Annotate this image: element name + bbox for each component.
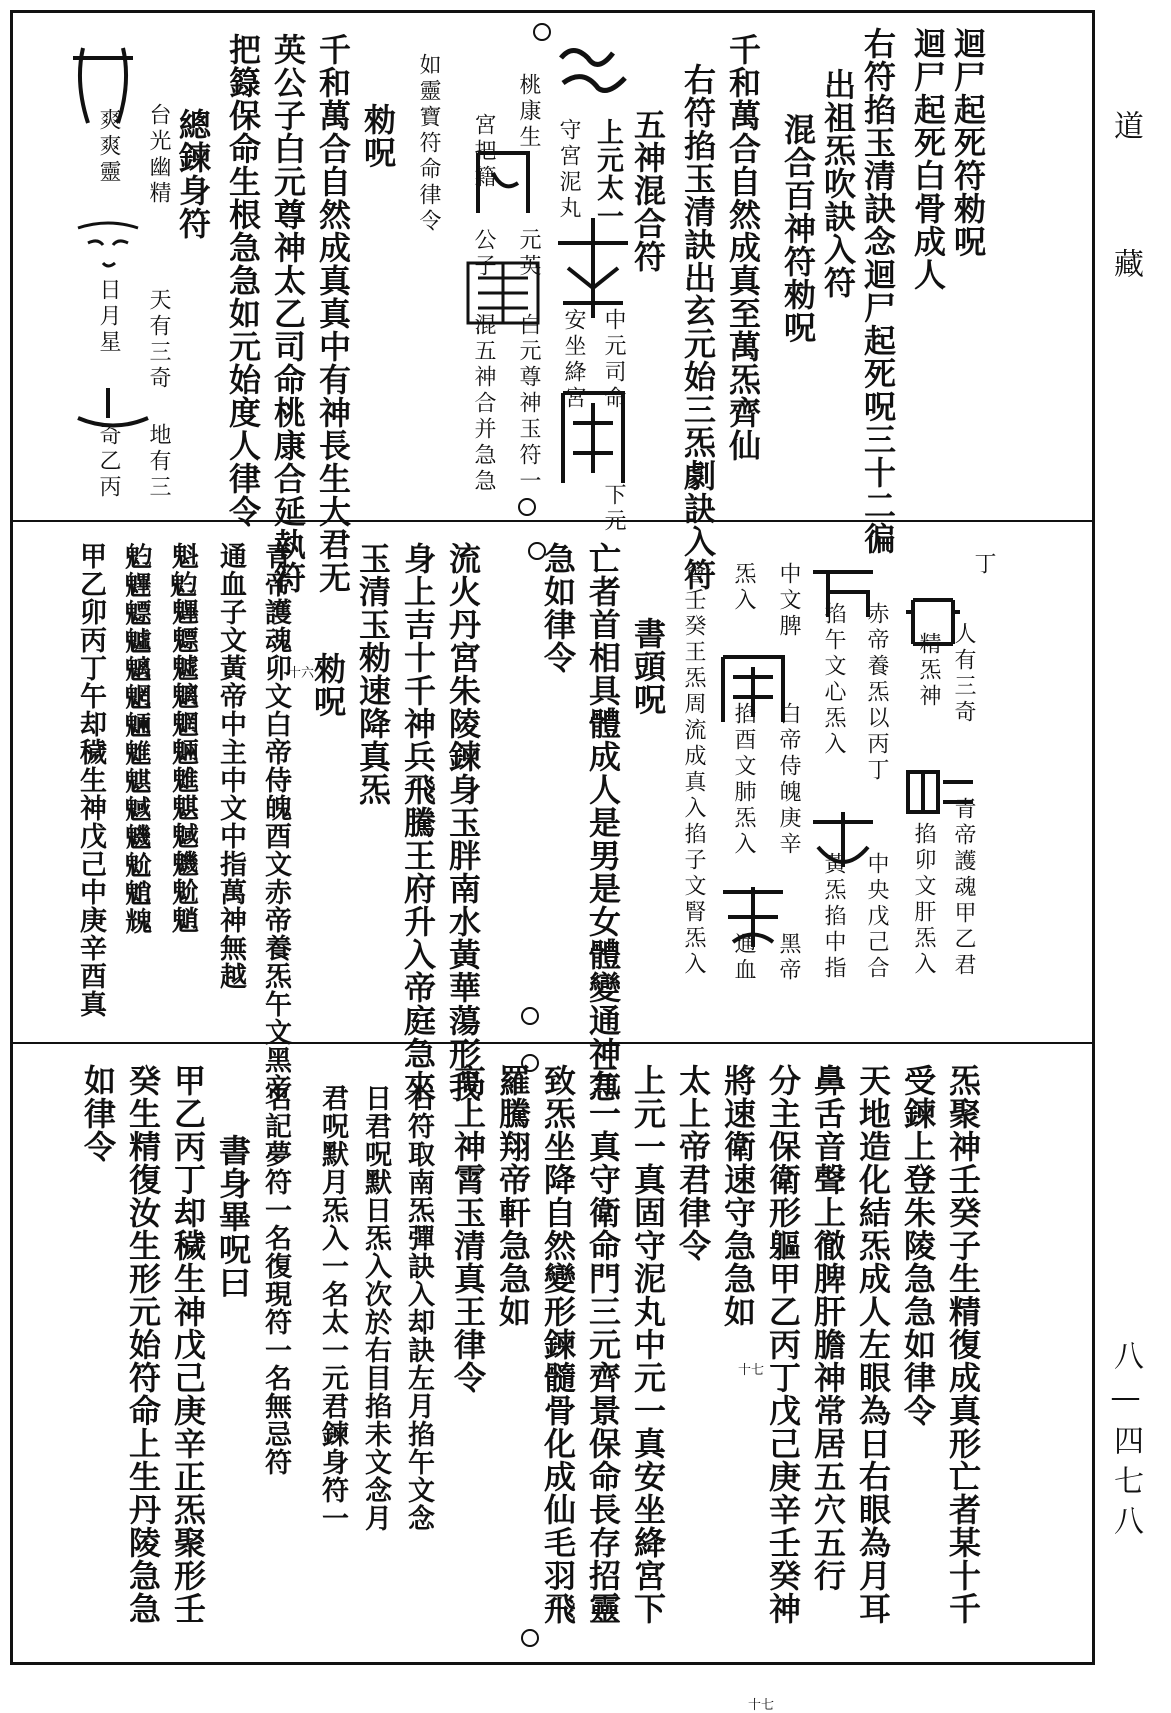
text-column: 癸生精復汝生形元始符命上生丹陵急急 xyxy=(124,1064,162,1625)
text-column: 掐卯文肝炁入 xyxy=(911,822,936,978)
text-column: 青帝護魂甲乙君 xyxy=(951,797,976,979)
text-column: 分主保衛形軀甲乙丙丁戊己庚辛壬癸神 xyxy=(764,1064,802,1625)
text-column: 桃康生 xyxy=(516,73,541,151)
text-column: 赤帝養炁以丙丁 xyxy=(864,602,889,784)
text-column: 通血子文黃帝中主中文中指萬神無越 xyxy=(215,542,246,990)
text-column: 千和萬合自然成真至萬炁齊仙 xyxy=(724,33,762,462)
talisman-glyph xyxy=(458,253,548,333)
talisman-glyph xyxy=(898,762,978,822)
text-column: 太上帝君律令 xyxy=(674,1064,712,1262)
text-column: 君呪默月炁入一名太一元君鍊身符一 xyxy=(317,1084,348,1532)
marginal-note: 十六 xyxy=(288,666,315,681)
text-column: 將速衛速守急急如 xyxy=(719,1064,757,1328)
text-column: 混合百神符勑呪 xyxy=(779,113,817,344)
page-marker xyxy=(521,1629,539,1647)
text-column: 地有三 xyxy=(146,423,171,501)
text-column: 千和萬合自然成真真中有神長生大君无 xyxy=(314,33,352,594)
text-column: 安坐絳宮 xyxy=(561,308,586,412)
page-marker xyxy=(518,498,536,516)
text-column: 勑呪 xyxy=(359,103,397,169)
text-column: 𩲃魓魒魖魑魍魎魋魌魊魕魀魈𩳁 xyxy=(122,542,153,934)
text-column: 中元司命 xyxy=(601,308,626,412)
text-column: 英公子白元尊神太乙司命桃康合延執符 xyxy=(269,33,307,594)
text-column: 台光幽精 xyxy=(146,103,171,207)
talisman-glyph xyxy=(73,383,153,433)
text-column: 混五神合并急急 xyxy=(471,313,496,495)
text-column: 中文脾 xyxy=(776,562,801,640)
text-column: 日月星 xyxy=(96,278,121,356)
text-column: 爽爽靈 xyxy=(96,108,121,186)
text-column: 右符取南炁彈訣入却訣左月掐午文念 xyxy=(403,1084,434,1532)
text-column: 黑帝 xyxy=(776,932,801,984)
text-column: 魁𩲃魓魒魖魑魍魎魋魌魊魕魀魈 xyxy=(167,542,198,934)
text-column: 迴尸起死白骨成人 xyxy=(909,27,947,291)
text-column: 奇乙丙 xyxy=(96,423,121,501)
text-column: 丁 xyxy=(971,552,996,578)
text-column: 右符掐玉清訣念迴尸起死呪三十二徧 xyxy=(859,27,897,555)
text-column: 黃炁掐中指 xyxy=(821,852,846,982)
talisman-glyph xyxy=(713,882,793,952)
marginal-note: 十七 xyxy=(738,1363,765,1378)
side-title-bottom: 藏 xyxy=(1108,248,1143,288)
text-column: 五神混合符 xyxy=(629,108,667,273)
text-column: 下元 xyxy=(601,483,626,535)
text-column: 日君呪默日炁入次於右目掐未文念月 xyxy=(360,1084,391,1532)
text-column: 掐酉文肺炁入 xyxy=(731,702,756,858)
side-page-number: 八—四七八 xyxy=(1108,1340,1143,1545)
text-column: 會壬癸王炁周流成真入掐子文腎炁入 xyxy=(681,562,706,978)
text-column: 公子 xyxy=(471,228,496,280)
text-column: 人有三奇 xyxy=(951,622,976,726)
talisman-glyph xyxy=(898,592,968,652)
text-column: 炁入 xyxy=(731,562,756,614)
talisman-glyph xyxy=(553,383,633,493)
marginal-note: 十七 xyxy=(748,1698,775,1713)
page-marker xyxy=(528,542,546,560)
text-column: 總鍊身符 xyxy=(174,108,212,240)
text-column: 右符掐玉清訣出玄元始三炁劇訣入符 xyxy=(679,63,717,591)
talisman-glyph xyxy=(713,647,793,727)
panel-bottom xyxy=(13,1044,1092,1713)
text-column: 白帝侍魄庚辛 xyxy=(776,702,801,858)
text-column: 甲乙卯丙丁午却穢生神戊己中庚辛酉真 xyxy=(75,542,106,1018)
talisman-glyph xyxy=(463,143,543,223)
text-column: 高上神霄玉清真王律令 xyxy=(449,1064,487,1394)
talisman-glyph xyxy=(553,38,633,98)
text-column: 書身畢呪曰 xyxy=(214,1134,252,1299)
page-marker xyxy=(521,1007,539,1025)
text-column: 精炁神 xyxy=(916,632,941,710)
text-column: 中央戊己合 xyxy=(864,852,889,982)
text-column: 元英 xyxy=(516,228,541,280)
talisman-glyph xyxy=(548,213,638,323)
text-column: 天地造化結炁成人左眼為日右眼為月耳 xyxy=(854,1064,892,1625)
text-column: 如靈寶符命律令 xyxy=(416,53,441,235)
text-column: 天有三奇 xyxy=(146,288,171,392)
page-marker xyxy=(521,1054,539,1072)
talisman-glyph xyxy=(803,807,883,877)
text-column: 上元太一 xyxy=(592,118,623,230)
text-column: 亡者首相具體成人是男是女體變通神急 xyxy=(584,542,622,1103)
text-column: 急如律令 xyxy=(539,542,577,674)
text-column: 如律令 xyxy=(79,1064,117,1163)
text-column: 鼻舌音聲上徹脾肝膽神常居五穴五行 xyxy=(809,1064,847,1592)
text-column: 通血 xyxy=(731,932,756,984)
text-column: 勑呪 xyxy=(309,652,347,718)
text-column: 書頭呪 xyxy=(629,617,667,716)
text-column: 青帝護魂卯文白帝侍魄酉文赤帝養炁午文黑帝 xyxy=(260,542,291,1102)
panel-middle xyxy=(13,522,1092,1103)
text-column: 致炁坐降自然變形鍊髓骨化成仙毛羽飛 xyxy=(539,1064,577,1625)
side-title-top: 道 xyxy=(1108,110,1143,150)
text-column: 羅騰翔帝軒急急如 xyxy=(494,1064,532,1328)
text-column: 受鍊上登朱陵急急如律令 xyxy=(899,1064,937,1427)
text-column: 玉清玉勑速降真炁 xyxy=(354,542,392,806)
text-column: 名記夢符一名復現符一名無忌符 xyxy=(260,1084,291,1476)
text-column: 守宮泥丸 xyxy=(556,118,581,222)
text-column: 出祖炁吹訣入符 xyxy=(819,68,857,299)
text-column: 上元一真固守泥丸中元一真安坐絳宮下 xyxy=(629,1064,667,1625)
text-column: 炁聚神壬癸子生精復成真形亡者某十千 xyxy=(944,1064,982,1625)
text-column: 白元尊神玉符一 xyxy=(516,313,541,495)
page-marker xyxy=(533,23,551,41)
text-column: 流火丹宮朱陵鍊身玉胖南水黃華蕩形我 xyxy=(444,542,482,1103)
text-column: 迴尸起死符勑呪 xyxy=(949,27,987,258)
talisman-glyph xyxy=(808,562,878,622)
talisman-glyph xyxy=(63,43,143,133)
text-column: 宮把籍 xyxy=(471,113,496,191)
text-column: 身上吉十千神兵飛騰王府升入帝庭急來 xyxy=(399,542,437,1103)
text-column: 掐午文心炁入 xyxy=(821,602,846,758)
text-column: 元一真守衛命門三元齊景保命長存招靈 xyxy=(584,1064,622,1625)
text-column: 把籙保命生根急急如元始度人律令 xyxy=(224,33,262,528)
text-column: 甲乙丙丁却穢生神戊己庚辛正炁聚形壬 xyxy=(169,1064,207,1625)
talisman-glyph xyxy=(73,213,143,273)
